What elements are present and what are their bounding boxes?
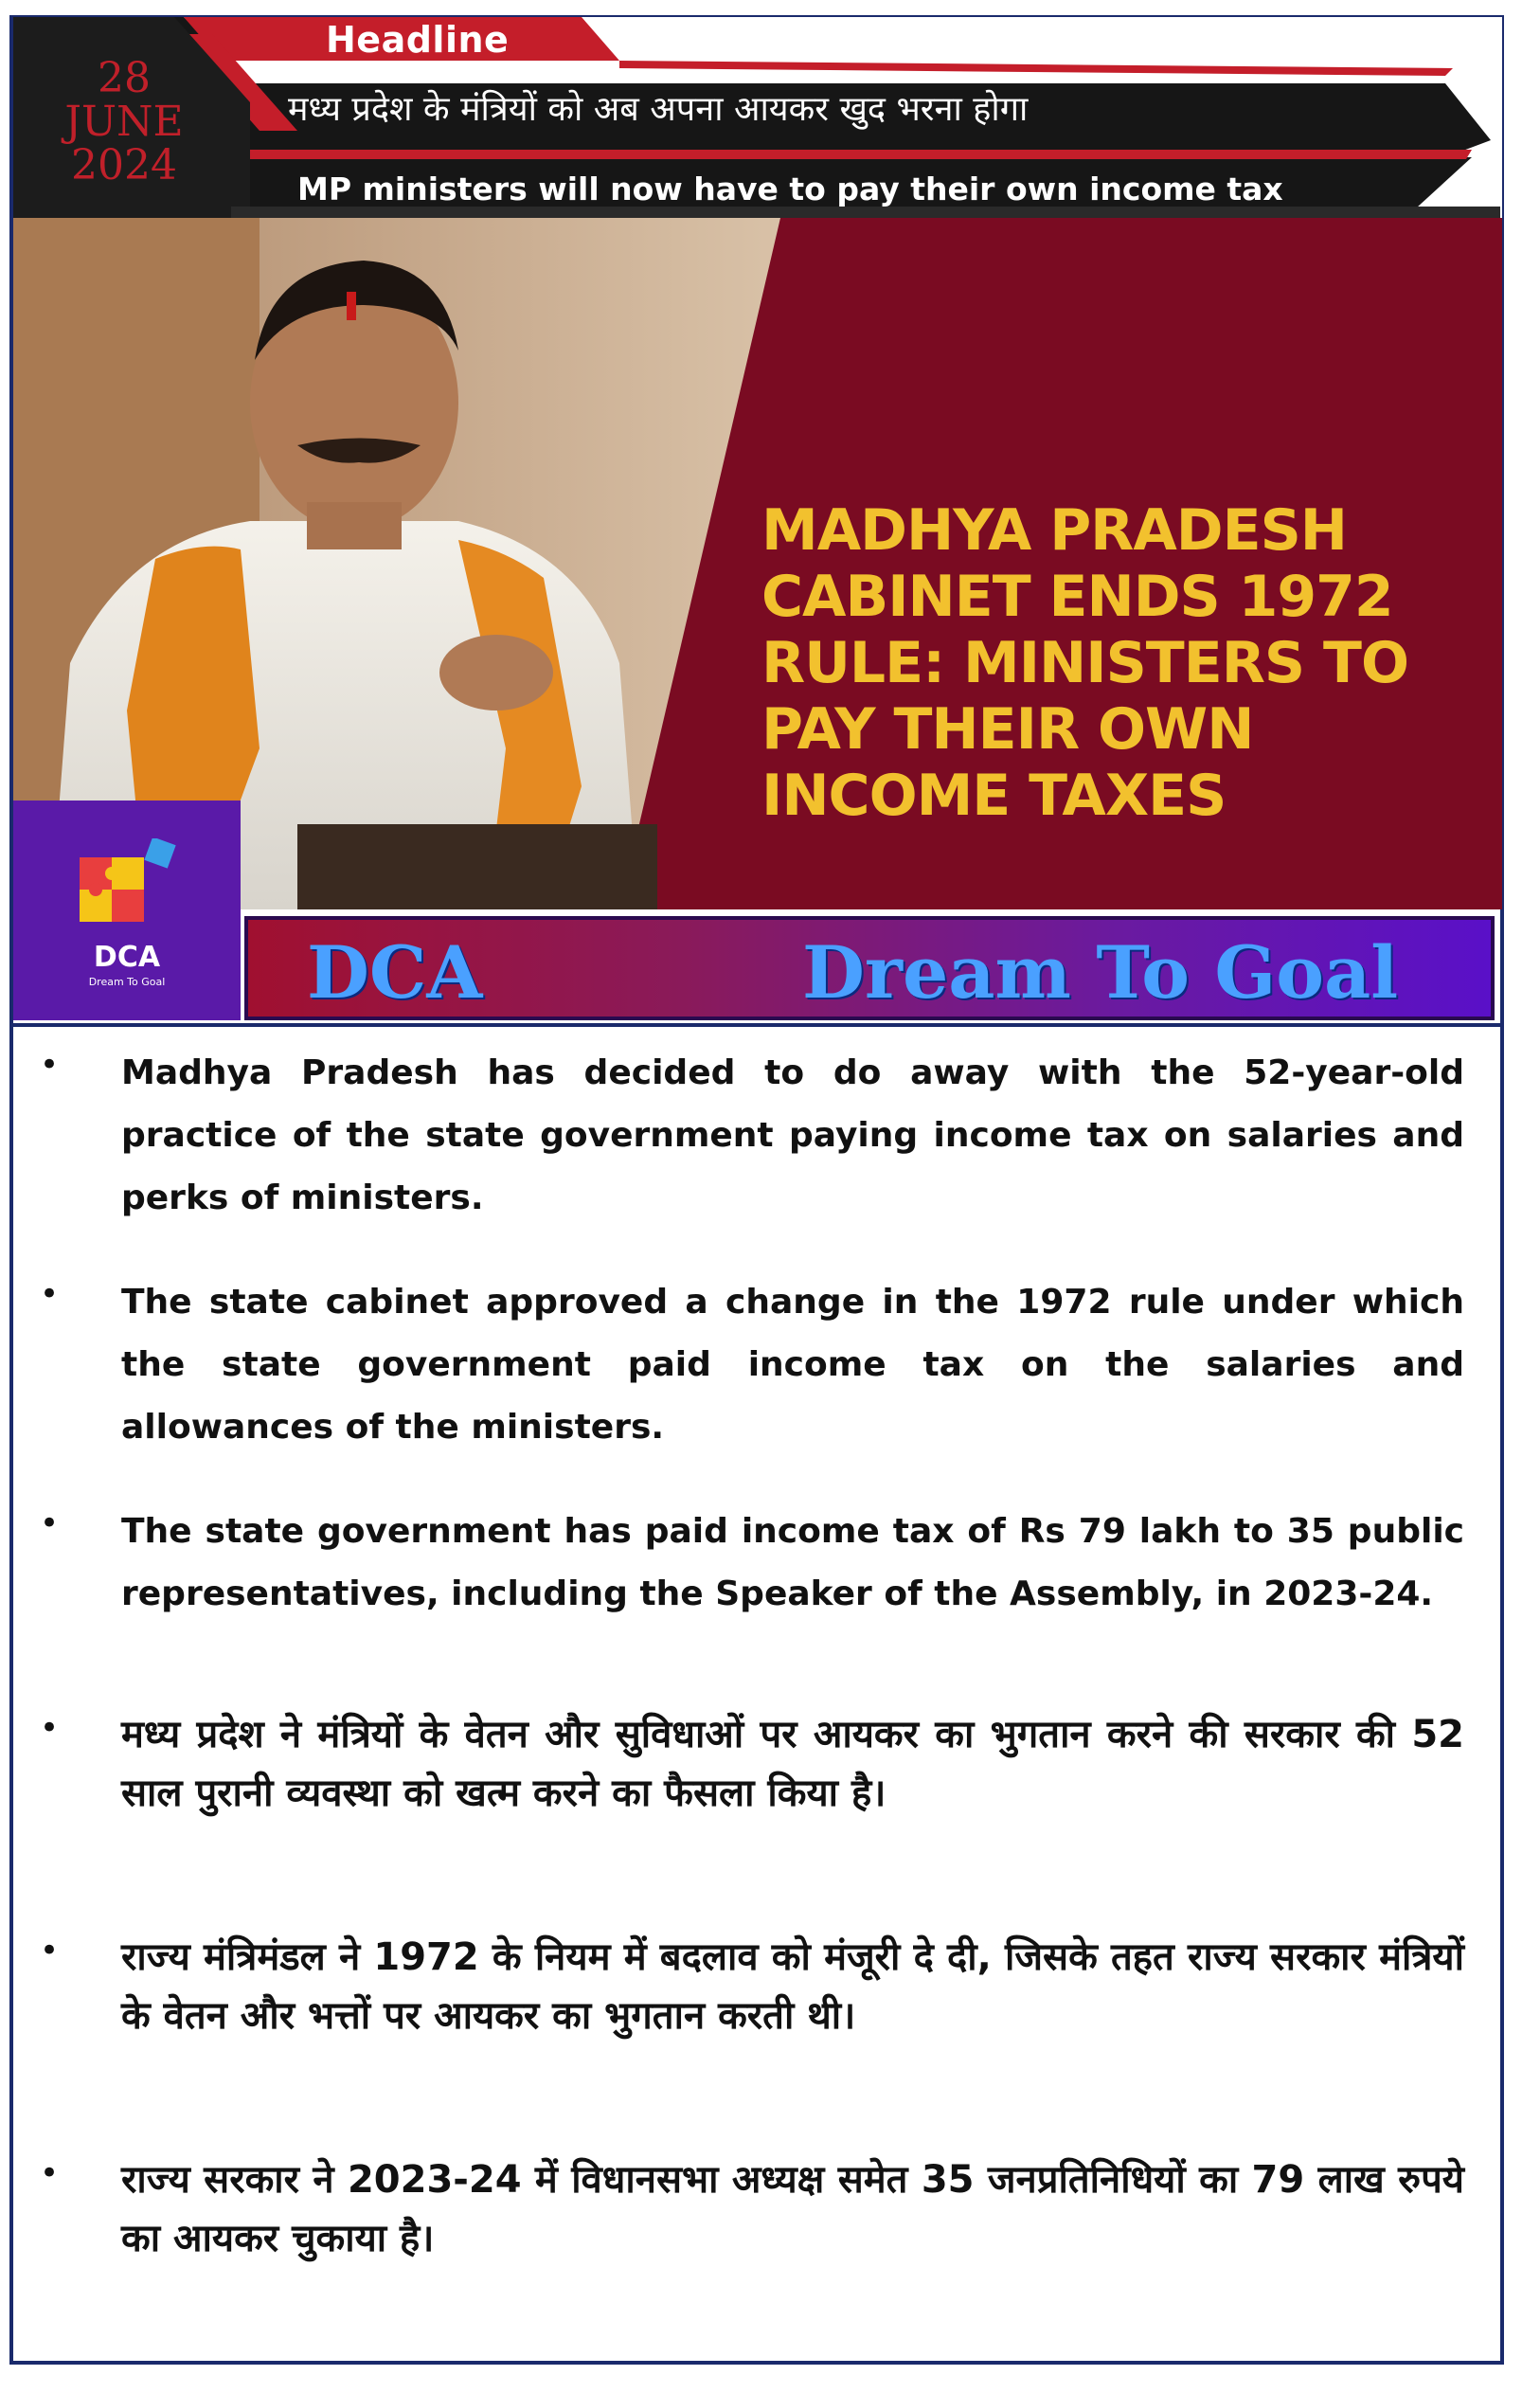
bullet-text-hindi-1: मध्य प्रदेश ने मंत्रियों के वेतन और सुविधाओं पर आयकर का भुगतान करने की सरकार की 52 साल पुरानी व्यवस्था को खत्म करने का फैसला किया है। [121,1713,1464,1815]
date-year: 2024 [71,141,177,189]
bullet-text-english-2: The state cabinet approved a change in the 1972 rule under which the state government paid income tax on the salaries and allowances of the ministers. [121,1283,1464,1447]
date-stamp [34,54,214,189]
logo-subtitle: Dream To Goal [88,976,166,988]
logo-text: DCA [93,941,161,974]
brand-left-text: DCA [307,930,483,1015]
bullet-dot: • [40,1275,60,1313]
dca-logo [13,801,241,1020]
bullet-text-english-3: The state government has paid income tax of Rs 79 lakh to 35 public representatives, including the Speaker of the Assembly, in 2023-24. [121,1512,1464,1613]
divider [13,1023,1502,1027]
puzzle-icon [70,838,184,933]
bullet-dot: • [40,2154,60,2192]
brand-right-text: Dream To Goal [802,930,1399,1015]
headline-header [13,17,1502,218]
headline-tag: Headline [326,19,510,61]
bullet-dot: • [40,1709,60,1747]
date-month: JUNE [64,98,184,146]
headline-hindi: मध्य प्रदेश के मंत्रियों को अब अपना आयकर खुद भरना होगा [288,90,1029,129]
bullet-text-hindi-3: राज्य सरकार ने 2023-24 में विधानसभा अध्यक्ष समेत 35 जनप्रतिनिधियों का 79 लाख रुपये का आयकर चुकाया है। [121,2158,1464,2260]
brand-bar [244,916,1495,1020]
bullet-dot: • [40,1932,60,1970]
bullet-text-hindi-2: राज्य मंत्रिमंडल ने 1972 के नियम में बदलाव को मंजूरी दे दी, जिसके तहत राज्य सरकार मंत्रियों के वेतन और भत्तों पर आयकर का भुगतान करती थी। [121,1935,1464,2038]
date-day: 28 [98,54,151,102]
headline-english: MP ministers will now have to pay their own income tax [297,171,1283,207]
bullet-text-english-1: Madhya Pradesh has decided to do away with the 52-year-old practice of the state government paying income tax on salaries and perks of ministers. [121,1053,1464,1217]
banner-headline: MADHYA PRADESH CABINET ENDS 1972 RULE: MINISTERS TO PAY THEIR OWN INCOME TAXES [761,497,1408,829]
bullet-dot: • [40,1504,60,1542]
bullet-dot: • [40,1046,60,1084]
